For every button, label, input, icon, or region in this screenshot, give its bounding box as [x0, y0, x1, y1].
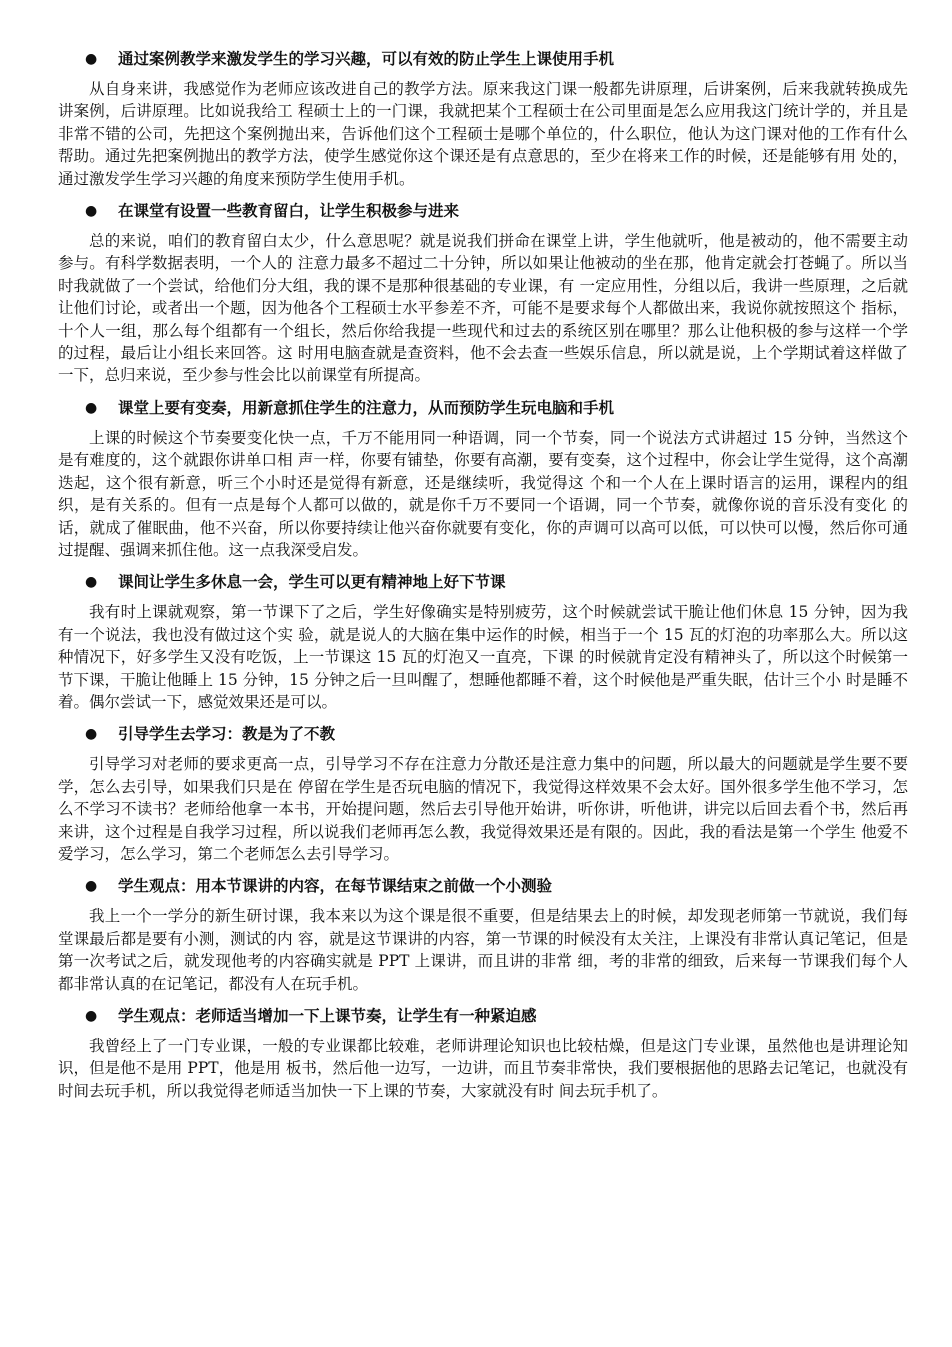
document-page — [58, 48, 908, 1112]
section-heading-text: 通过案例教学来激发学生的学习兴趣，可以有效的防止学生上课使用手机 — [118, 49, 615, 68]
section-paragraph: 上课的时候这个节奏要变化快一点，千万不能用同一种语调，同一个节奏，同一个说法方式讲超过 15 分钟，当然这个是有难度的，这个就跟你讲单口相 声一样，你要有铺垫，你要有高潮，要有变奏，这个过程中，你会让学生觉得，这个高潮迭起，这个很有新意，听三个小时还是觉得有新意，还是继续听，我觉得这 个和一个人在上课时语言的运用，课程内的组织，是有关系的。但有一点是每个人都可以做的，就是你千万不要同一个语调，同一个节奏，就像你说的音乐没有变化 的话，就成了催眠曲，他不兴奋，所以你要持续让他兴奋你就要有变化，你的声调可以高可以低，可以快可以慢，然后你可通过提醒、强调来抓住他。这一点我深受启发。 — [58, 428, 908, 559]
bullet-icon: ● — [85, 399, 98, 416]
section-heading — [58, 571, 908, 593]
section-case-teaching — [58, 48, 908, 190]
section-heading — [58, 875, 908, 897]
section-paragraph: 从自身来讲，我感觉作为老师应该改进自己的教学方法。原来我这门课一般都先讲原理，后讲案例，后来我就转换成先讲案例，后讲原理。比如说我给工 程硕士上的一门课，我就把某个工程硕士在公司里面是怎么应用我这门统计学的，并且是非常不错的公司，先把这个案例抛出来，告诉他们这个工程硕士是哪个单位的，什么职位，他认为这门课对他的工作有什么帮助。通过先把案例抛出的教学方法，使学生感觉你这个课还是有点意思的，至少在将来工作的时候，还是能够有用 处的，通过激发学生学习兴趣的角度来预防学生使用手机。 — [58, 80, 908, 188]
bullet-icon: ● — [85, 726, 98, 743]
section-heading-text: 课堂上要有变奏，用新意抓住学生的注意力，从而预防学生玩电脑和手机 — [118, 397, 615, 417]
section-student-pace — [58, 1005, 908, 1102]
section-heading-text: 在课堂有设置一些教育留白，让学生积极参与进来 — [118, 201, 460, 221]
section-heading — [58, 723, 908, 745]
bullet-icon: ● — [85, 574, 98, 591]
section-student-quiz — [58, 875, 908, 995]
section-heading — [58, 397, 908, 419]
bullet-icon: ● — [85, 51, 98, 67]
section-heading-text: 引导学生去学习：教是为了不教 — [118, 724, 336, 744]
section-classroom-rhythm — [58, 397, 908, 561]
section-paragraph: 引导学习对老师的要求更高一点，引导学习不存在注意力分散还是注意力集中的问题，所以最大的问题就是学生要不要学，怎么去引导，如果我们只是在 停留在学生是否玩电脑的情况下，我觉得这样效果不会太好。国外很多学生他不学习，怎么不学习不读书？老师给他拿一本书，开始提问题，然后去引导他开始讲，听你讲，听他讲，讲完以后回去看个书，然后再来讲，这个过程是自我学习过程，所以说我们老师再怎么教，我觉得效果还是有限的。因此，我的看法是第一个学生 他爱不爱学习，怎么学习，第二个老师怎么去引导学习。 — [58, 755, 908, 863]
section-heading — [58, 1005, 908, 1027]
section-paragraph: 我曾经上了一门专业课，一般的专业课都比较难，老师讲理论知识也比较枯燥，但是这门专业课，虽然他也是讲理论知识，但是他不是用 PPT，他是用 板书，然后他一边写，一边讲，而且节奏非常快，我们要根据他的思路去记笔记，也就没有时间去玩手机，所以我觉得老师适当加快一下上课的节奏，大家就没有时 间去玩手机了。 — [58, 1037, 908, 1100]
section-paragraph: 我上一个一学分的新生研讨课，我本来以为这个课是很不重要，但是结果去上的时候，却发现老师第一节就说，我们每堂课最后都是要有小测，测试的内 容，就是这节课讲的内容，第一节课的时候没有太关注，上课没有非常认真记笔记，但是第一次考试之后，就发现他考的内容确实就是 PPT 上课讲，而且讲的非常 细，考的非常的细致，后来每一节课我们每个人都非常认真的在记笔记，都没有人在玩手机。 — [58, 907, 908, 993]
section-paragraph: 总的来说，咱们的教育留白太少，什么意思呢？就是说我们拼命在课堂上讲，学生他就听，他是被动的，他不需要主动参与。有科学数据表明，一个人的 注意力最多不超过二十分钟，所以如果让他被动的坐在那，他肯定就会打苍蝇了。所以当时我就做了一个尝试，给他们分大组，我的课不是那种很基础的专业课，有 一定应用性，分组以后，我讲一些原理，之后就让他们讨论，或者出一个题，因为他各个工程硕士水平参差不齐，可能不是要求每个人都做出来，我说你就按照这个 指标，十个人一组，那么每个组都有一个组长，然后你给我提一些现代和过去的系统区别在哪里？那么让他积极的参与这样一个学的过程，最后让小组长来回答。这 时用电脑查就是查资料，他不会去查一些娱乐信息，所以就是说，上个学期试着这样做了一下，总归来说，至少参与性会比以前课堂有所提高。 — [58, 232, 908, 385]
section-paragraph: 我有时上课就观察，第一节课下了之后，学生好像确实是特别疲劳，这个时候就尝试干脆让他们休息 15 分钟，因为我有一个说法，我也没有做过这个实 验，就是说人的大脑在集中运作的时候，相当于一个 15 瓦的灯泡的功率那么大。所以这种情况下，好多学生又没有吃饭，上一节课这 15 瓦的灯泡又一直亮，下课 的时候就肯定没有精神头了，所以这个时候第一节下课，干脆让他睡上 15 分钟，15 分钟之后一旦叫醒了，想睡他都睡不着，这个时候他是严重失眠，估计三个小 时是睡不着。偶尔尝试一下，感觉效果还是可以。 — [58, 603, 908, 711]
bullet-icon: ● — [85, 203, 98, 220]
section-heading — [58, 200, 908, 222]
section-heading — [58, 48, 908, 70]
section-heading-text: 学生观点：用本节课讲的内容，在每节课结束之前做一个小测验 — [118, 876, 553, 896]
section-heading-text: 学生观点：老师适当增加一下上课节奏，让学生有一种紧迫感 — [118, 1006, 537, 1025]
bullet-icon: ● — [85, 878, 98, 895]
section-teaching-whitespace — [58, 200, 908, 387]
section-break-rest — [58, 571, 908, 713]
section-guided-learning — [58, 723, 908, 865]
bullet-icon: ● — [85, 1008, 98, 1024]
section-heading-text: 课间让学生多休息一会，学生可以更有精神地上好下节课 — [118, 572, 506, 592]
